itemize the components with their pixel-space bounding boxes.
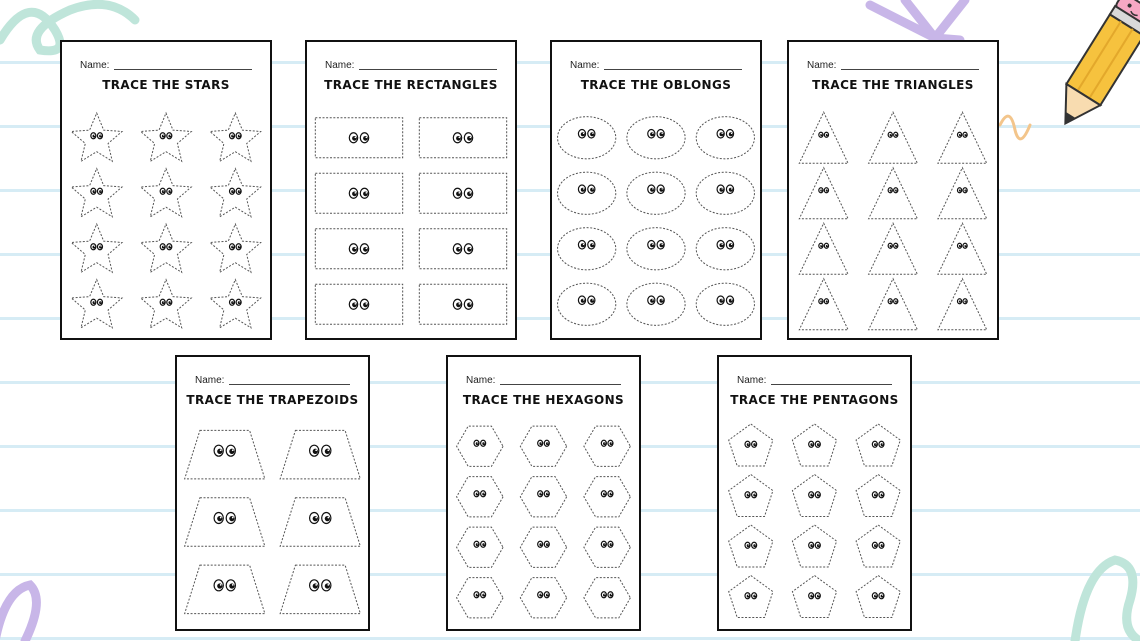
lavender-star-decor bbox=[870, 0, 965, 40]
worksheet-stars bbox=[60, 40, 272, 340]
rectangle-tracing-shape bbox=[419, 173, 506, 213]
star-tracing-shape bbox=[141, 113, 192, 161]
name-underline[interactable] bbox=[114, 69, 252, 70]
hexagon-tracing-shape bbox=[584, 527, 631, 567]
trapezoid-tracing-shape bbox=[185, 498, 265, 546]
pentagon-tracing-shape bbox=[729, 424, 773, 466]
pentagon-tracing-shape bbox=[856, 424, 900, 466]
name-field[interactable] bbox=[195, 370, 350, 386]
star-tracing-shape bbox=[141, 280, 192, 328]
worksheet-title: TRACE THE STARS bbox=[102, 78, 230, 92]
tracing-shapes-grid bbox=[552, 110, 760, 332]
triangle-tracing-shape bbox=[799, 112, 848, 163]
worksheet-title: TRACE THE RECTANGLES bbox=[324, 78, 498, 92]
hexagon-tracing-shape bbox=[584, 578, 631, 618]
name-underline[interactable] bbox=[604, 69, 742, 70]
hexagon-tracing-shape bbox=[457, 578, 504, 618]
mint-swirl-bottom-right bbox=[1075, 560, 1140, 641]
pentagon-tracing-shape bbox=[729, 576, 773, 618]
pentagon-tracing-shape bbox=[792, 525, 836, 567]
worksheet-title: TRACE THE OBLONGS bbox=[580, 78, 732, 92]
tracing-shapes-grid bbox=[307, 110, 515, 332]
rectangle-tracing-shape bbox=[315, 284, 402, 324]
hexagon-tracing-shape bbox=[584, 426, 631, 466]
name-label: Name: bbox=[80, 60, 110, 71]
rectangle-tracing-shape bbox=[419, 118, 506, 158]
name-label: Name: bbox=[570, 60, 600, 71]
tracing-shapes-grid bbox=[719, 421, 910, 623]
triangle-tracing-shape bbox=[869, 112, 918, 163]
worksheet-hexagons bbox=[446, 355, 641, 631]
hexagon-tracing-shape bbox=[520, 426, 566, 466]
pentagon-tracing-shape bbox=[792, 475, 836, 517]
orange-scribble-decor bbox=[1000, 116, 1030, 139]
worksheet-title: TRACE THE TRIANGLES bbox=[812, 78, 974, 92]
name-label: Name: bbox=[737, 375, 767, 386]
name-underline[interactable] bbox=[359, 69, 497, 70]
triangle-tracing-shape bbox=[938, 112, 987, 163]
oblong-tracing-shape bbox=[558, 172, 616, 214]
triangle-tracing-shape bbox=[938, 168, 987, 219]
name-field[interactable] bbox=[325, 55, 497, 71]
rectangle-tracing-shape bbox=[419, 284, 506, 324]
trapezoid-tracing-shape bbox=[280, 565, 360, 613]
worksheet-title: TRACE THE TRAPEZOIDS bbox=[186, 393, 359, 407]
hexagon-tracing-shape bbox=[520, 477, 566, 517]
name-label: Name: bbox=[325, 60, 355, 71]
pencil-mascot bbox=[1048, 0, 1140, 134]
oblong-tracing-shape bbox=[627, 117, 685, 159]
name-field[interactable] bbox=[737, 370, 892, 386]
star-tracing-shape bbox=[141, 169, 192, 217]
tracing-shapes-grid bbox=[448, 421, 639, 623]
oblong-tracing-shape bbox=[627, 283, 685, 325]
hexagon-tracing-shape bbox=[457, 477, 504, 517]
triangle-tracing-shape bbox=[799, 168, 848, 219]
rectangle-tracing-shape bbox=[315, 118, 402, 158]
star-tracing-shape bbox=[210, 224, 261, 272]
name-label: Name: bbox=[807, 60, 837, 71]
hexagon-tracing-shape bbox=[584, 477, 631, 517]
worksheet-title: TRACE THE HEXAGONS bbox=[462, 393, 625, 407]
pentagon-tracing-shape bbox=[729, 525, 773, 567]
worksheet-triangles bbox=[787, 40, 999, 340]
worksheet-title: TRACE THE PENTAGONS bbox=[730, 393, 899, 407]
name-underline[interactable] bbox=[229, 384, 350, 385]
trapezoid-tracing-shape bbox=[280, 430, 360, 478]
oblong-tracing-shape bbox=[696, 283, 754, 325]
oblong-tracing-shape bbox=[558, 283, 616, 325]
triangle-tracing-shape bbox=[799, 223, 848, 274]
pentagon-tracing-shape bbox=[729, 475, 773, 517]
name-underline[interactable] bbox=[500, 384, 621, 385]
hexagon-tracing-shape bbox=[520, 578, 566, 618]
triangle-tracing-shape bbox=[869, 279, 918, 330]
worksheet-oblongs bbox=[550, 40, 762, 340]
pentagon-tracing-shape bbox=[792, 576, 836, 618]
pentagon-tracing-shape bbox=[856, 475, 900, 517]
rectangle-tracing-shape bbox=[315, 173, 402, 213]
worksheet-rectangles bbox=[305, 40, 517, 340]
pentagon-tracing-shape bbox=[792, 424, 836, 466]
lavender-swirl-bottom-left bbox=[0, 585, 36, 641]
trapezoid-tracing-shape bbox=[280, 498, 360, 546]
tracing-shapes-grid bbox=[62, 110, 270, 332]
name-underline[interactable] bbox=[841, 69, 979, 70]
oblong-tracing-shape bbox=[696, 117, 754, 159]
star-tracing-shape bbox=[141, 224, 192, 272]
oblong-tracing-shape bbox=[627, 228, 685, 270]
star-tracing-shape bbox=[210, 169, 261, 217]
pentagon-tracing-shape bbox=[856, 525, 900, 567]
hexagon-tracing-shape bbox=[520, 527, 566, 567]
star-tracing-shape bbox=[71, 169, 122, 217]
star-tracing-shape bbox=[71, 113, 122, 161]
triangle-tracing-shape bbox=[869, 223, 918, 274]
star-tracing-shape bbox=[71, 280, 122, 328]
tracing-shapes-grid bbox=[789, 110, 997, 332]
oblong-tracing-shape bbox=[696, 172, 754, 214]
star-tracing-shape bbox=[210, 280, 261, 328]
triangle-tracing-shape bbox=[938, 279, 987, 330]
name-field[interactable] bbox=[80, 55, 252, 71]
worksheet-trapezoids bbox=[175, 355, 370, 631]
trapezoid-tracing-shape bbox=[185, 430, 265, 478]
triangle-tracing-shape bbox=[869, 168, 918, 219]
name-field[interactable] bbox=[466, 370, 621, 386]
trapezoid-tracing-shape bbox=[185, 565, 265, 613]
rectangle-tracing-shape bbox=[315, 229, 402, 269]
star-tracing-shape bbox=[210, 113, 261, 161]
triangle-tracing-shape bbox=[938, 223, 987, 274]
tracing-shapes-grid bbox=[177, 421, 368, 623]
hexagon-tracing-shape bbox=[457, 426, 504, 466]
oblong-tracing-shape bbox=[627, 172, 685, 214]
worksheet-pentagons bbox=[717, 355, 912, 631]
star-tracing-shape bbox=[71, 224, 122, 272]
name-underline[interactable] bbox=[771, 384, 892, 385]
oblong-tracing-shape bbox=[696, 228, 754, 270]
pentagon-tracing-shape bbox=[856, 576, 900, 618]
name-field[interactable] bbox=[807, 55, 979, 71]
name-label: Name: bbox=[195, 375, 225, 386]
triangle-tracing-shape bbox=[799, 279, 848, 330]
name-label: Name: bbox=[466, 375, 496, 386]
oblong-tracing-shape bbox=[558, 228, 616, 270]
hexagon-tracing-shape bbox=[457, 527, 504, 567]
oblong-tracing-shape bbox=[558, 117, 616, 159]
name-field[interactable] bbox=[570, 55, 742, 71]
rectangle-tracing-shape bbox=[419, 229, 506, 269]
